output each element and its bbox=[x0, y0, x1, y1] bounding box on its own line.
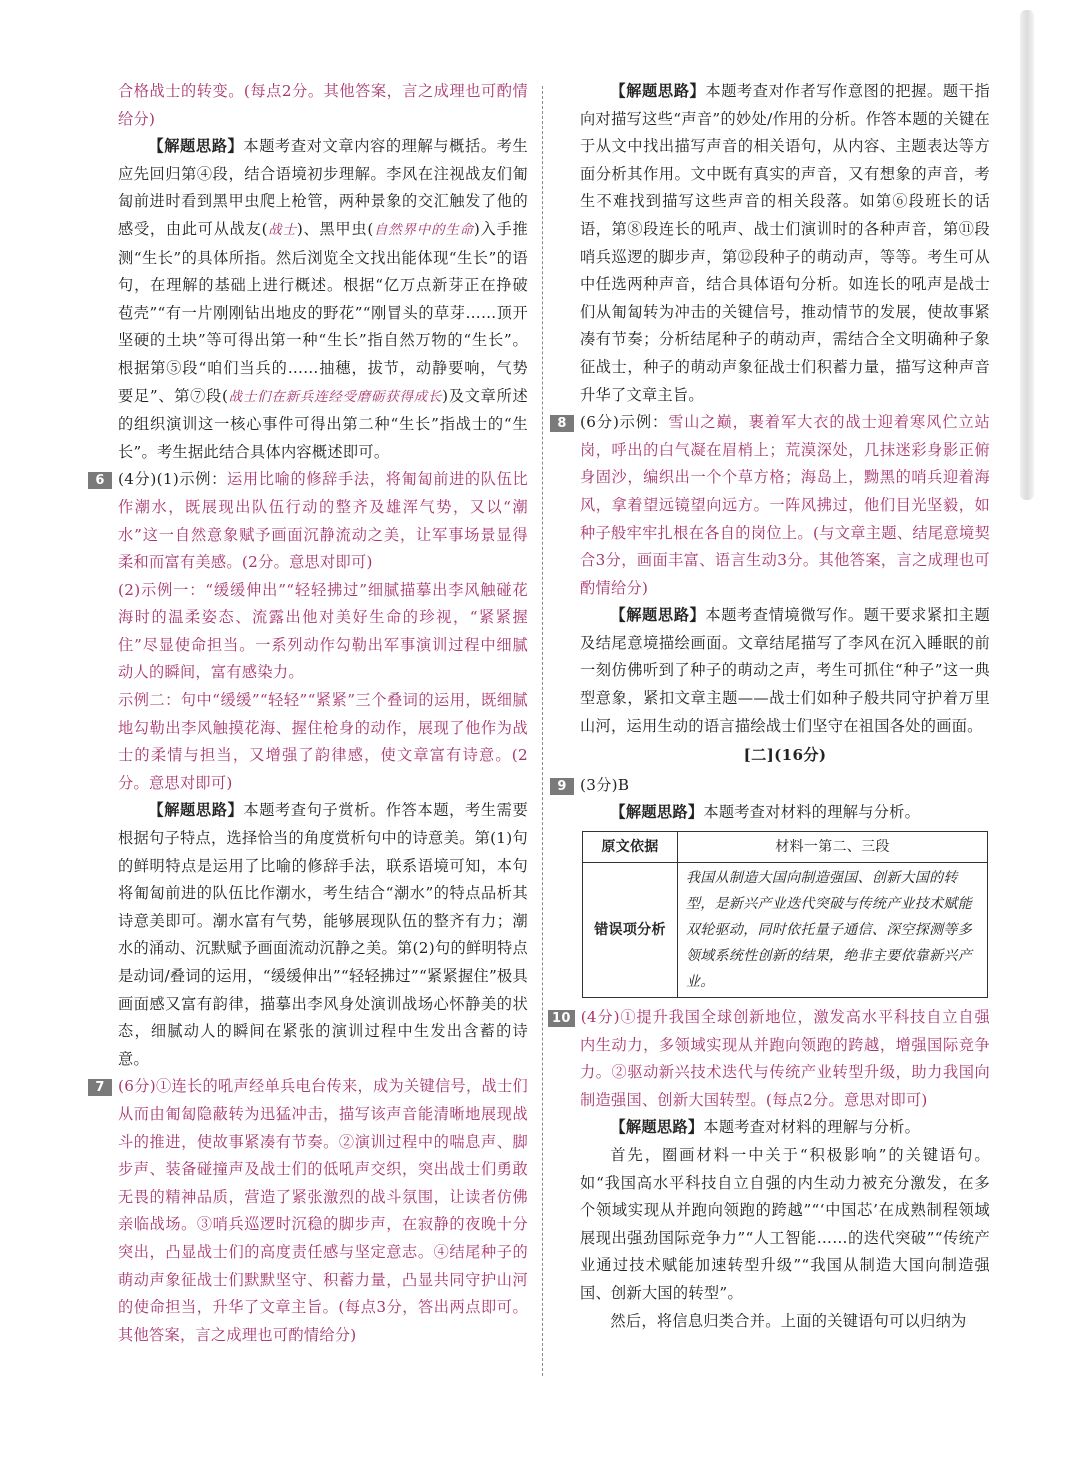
table-cell: 材料一第二、三段 bbox=[678, 832, 988, 863]
handwritten-note: 自然界中的生命 bbox=[373, 221, 474, 238]
q6-answer-example1: (2)示例一：“缓缓伸出”“轻轻拂过”细腻描摹出李风触碰花海时的温柔姿态、流露出他对美好生命的珍视，“紧紧握住”尽显使命担当。一系列动作勾勒出军事演训过程中细腻动人的瞬间，富有感染力。 bbox=[118, 580, 528, 682]
q9-answer: 9 (3分)B bbox=[580, 772, 990, 800]
q10-answer: 10 (4分)①提升我国全球创新地位，激发高水平科技自立自强内生动力，多领域实现从并跑向领跑的跨越，增强国际竞争力。②驱动新兴技术迭代与传统产业转型升级，助力我国向制造强国、创新大国转型。(每点2分。意思对即可) bbox=[580, 1004, 990, 1114]
right-column bbox=[552, 78, 991, 1335]
analysis-tag: 【解题思路】 bbox=[610, 803, 704, 822]
handwritten-note: 战士 bbox=[267, 221, 297, 238]
handwritten-note: 战士们在新兵连经受磨砺获得成长 bbox=[228, 388, 443, 405]
q6-answer-example2: 示例二：句中“缓缓”“轻轻”“紧紧”三个叠词的运用，既细腻地勾勒出李风触摸花海、握住枪身的动作，展现了他作为战士的柔情与担当，又增强了韵律感，使文章富有诗意。(2分。意思对即可) bbox=[118, 691, 528, 792]
left-column bbox=[95, 78, 529, 1349]
q10-analysis-step2: 然后，将信息归类合并。上面的关键语句可以归纳为 bbox=[610, 1311, 967, 1330]
analysis-tag: 【解题思路】 bbox=[148, 801, 244, 820]
analysis-tag: 【解题思路】 bbox=[610, 1118, 704, 1137]
question-number-badge: 10 bbox=[548, 1010, 575, 1027]
q5-analysis: 【解题思路】本题考查对文章内容的理解与概括。考生应先回归第④段，结合语境初步理解。李风在注视战友们匍匐前进时看到黑甲虫爬上枪管，两种景象的交汇触发了他的感受，由此可从战友(战士)、黑甲虫(自然界中的生命)入手推测“生长”的具体所指。然后浏览全文找出能体现“生长”的语句，在理解的基础上进行概述。根据“亿万点新芽正在挣破苞壳”“有一片刚刚钻出地皮的野花”“刚冒头的草芽……顶开坚硬的土块”等可得出第一种“生长”指自然万物的“生长”。根据第⑤段“咱们当兵的……抽穗，拔节，动静要响，气势要足”、第⑦段(战士们在新兵连经受磨砺获得成长)及文章所述的组织演训这一核心事件可得出第二种“生长”指战士的“生长”。考生据此结合具体内容概述即可。 bbox=[118, 137, 528, 461]
error-analysis-table bbox=[582, 831, 988, 998]
analysis-tag: 【解题思路】 bbox=[610, 606, 706, 625]
table-header-cell: 原文依据 bbox=[583, 832, 678, 863]
q6-analysis: 【解题思路】本题考查句子赏析。作答本题，考生需要根据句子特点，选择恰当的角度赏析句中的诗意美。第(1)句的鲜明特点是运用了比喻的修辞手法，联系语境可知，本句将匍匐前进的队伍比作潮水，考生结合“潮水”的特点品析其诗意美即可。潮水富有气势，能够展现队伍的整齐有力；潮水的涌动、沉默赋予画面流动沉静之美。第(2)句的鲜明特点是动词/叠词的运用，“缓缓伸出”“轻轻拂过”“紧紧握住”极具画面感又富有韵律，描摹出李风身处演训战场心怀静美的状态，细腻动人的瞬间在紧张的演训过程中生发出含蓄的诗意。 bbox=[118, 801, 529, 1068]
question-number-badge: 6 bbox=[88, 472, 112, 489]
q7-answer: 7 (6分)①连长的吼声经单兵电台传来，成为关键信号，战士们从而由匍匐隐蔽转为迅猛冲击，描写该声音能清晰地展现战斗的推进，使故事紧凑有节奏。②演训过程中的喘息声、脚步声、装备碰撞声及战士们的低吼声交织，突出战士们勇敢无畏的精神品质，营造了紧张激烈的战斗氛围，让读者仿佛亲临战场。③哨兵巡逻时沉稳的脚步声，在寂静的夜晚十分突出，凸显战士们的高度责任感与坚定意志。④结尾种子的萌动声象征战士们默默坚守、积蓄力量，凸显共同守护山河的使命担当，升华了文章主旨。(每点3分，答出两点即可。其他答案，言之成理也可酌情给分) bbox=[118, 1073, 528, 1349]
question-number-badge: 9 bbox=[550, 778, 574, 795]
page-edge-shadow bbox=[1020, 10, 1034, 500]
q5-answer-tail: 合格战士的转变。(每点2分。其他答案，言之成理也可酌情给分) bbox=[118, 82, 528, 128]
table-row bbox=[583, 832, 988, 863]
q8-answer: 8 (6分)示例：雪山之巅，裹着军大衣的战士迎着寒风伫立站岗，呼出的白气凝在眉梢上；荒漠深处，几抹迷彩身影正俯身固沙，编织出一个个草方格；海岛上，黝黑的哨兵迎着海风，拿着望远镜望向远方。一阵风拂过，他们目光坚毅，如种子般牢牢扎根在各自的岗位上。(与文章主题、结尾意境契合3分，画面丰富、语言生动3分。其他答案，言之成理也可酌情给分) bbox=[580, 409, 990, 602]
q10-analysis: 【解题思路】本题考查对材料的理解与分析。 bbox=[610, 1118, 921, 1137]
q6-answer: 6 (4分)(1)示例：运用比喻的修辞手法，将匍匐前进的队伍比作潮水，既展现出队伍行动的整齐及雄浑气势，又以“潮水”这一自然意象赋予画面沉静流动之美，让军事场景显得柔和而富有美感。(2分。意思对即可) bbox=[118, 466, 528, 576]
table-header-cell: 错误项分析 bbox=[583, 863, 678, 998]
q8-analysis: 【解题思路】本题考查情境微写作。题干要求紧扣主题及结尾意境描绘画面。文章结尾描写了李风在沉入睡眠的前一刻仿佛听到了种子的萌动之声，考生可抓住“种子”这一典型意象，紧扣文章主题——战士们如种子般共同守护着万里山河，运用生动的语言描绘战士们坚守在祖国各处的画面。 bbox=[580, 606, 990, 735]
q7-analysis: 【解题思路】本题考查对作者写作意图的把握。题干指向对描写这些“声音”的妙处/作用的分析。作答本题的关键在于从文中找出描写声音的相关语句，从内容、主题表达等方面分析其作用。文中既有真实的声音，又有想象的声音，考生不难找到描写这些声音的相关段落。如第⑥段班长的话语，第⑧段连长的吼声、战士们演训时的各种声音，第⑪段哨兵巡逻的脚步声，第⑫段种子的萌动声，等等。考生可从中任选两种声音，结合具体语句分析。如连长的吼声是战士们从匍匐转为冲击的关键信号，推动情节的发展，使故事紧凑有节奏；分析结尾种子的萌动声，需结合全文明确种子象征战士，种子的萌动声象征战士们积蓄力量，描写这种声音升华了文章主旨。 bbox=[580, 82, 990, 404]
q9-analysis: 【解题思路】本题考查对材料的理解与分析。 bbox=[610, 803, 921, 822]
q10-analysis-step1: 首先，圈画材料一中关于“积极影响”的关键语句。如“我国高水平科技自立自强的内生动力被充分激发，在多个领域实现从并跑向领跑的跨越”“‘中国芯’在成熟制程领域展现出强劲国际竞争力”“人工智能……的迭代突破”“传统产业通过技术赋能加速转型升级”“我国从制造大国向制造强国、创新大国的转型”。 bbox=[580, 1146, 990, 1302]
analysis-tag: 【解题思路】 bbox=[148, 137, 244, 156]
table-row bbox=[583, 863, 988, 998]
table-cell: 我国从制造大国向制造强国、创新大国的转型，是新兴产业迭代突破与传统产业技术赋能双轮驱动，同时依托量子通信、深空探测等多领域系统性创新的结果，绝非主要依靠新兴产业。 bbox=[678, 863, 988, 998]
section-heading: [二](16分) bbox=[743, 746, 827, 765]
question-number-badge: 7 bbox=[88, 1079, 112, 1096]
question-number-badge: 8 bbox=[550, 415, 574, 432]
analysis-tag: 【解题思路】 bbox=[610, 82, 706, 100]
column-divider bbox=[542, 86, 543, 1376]
